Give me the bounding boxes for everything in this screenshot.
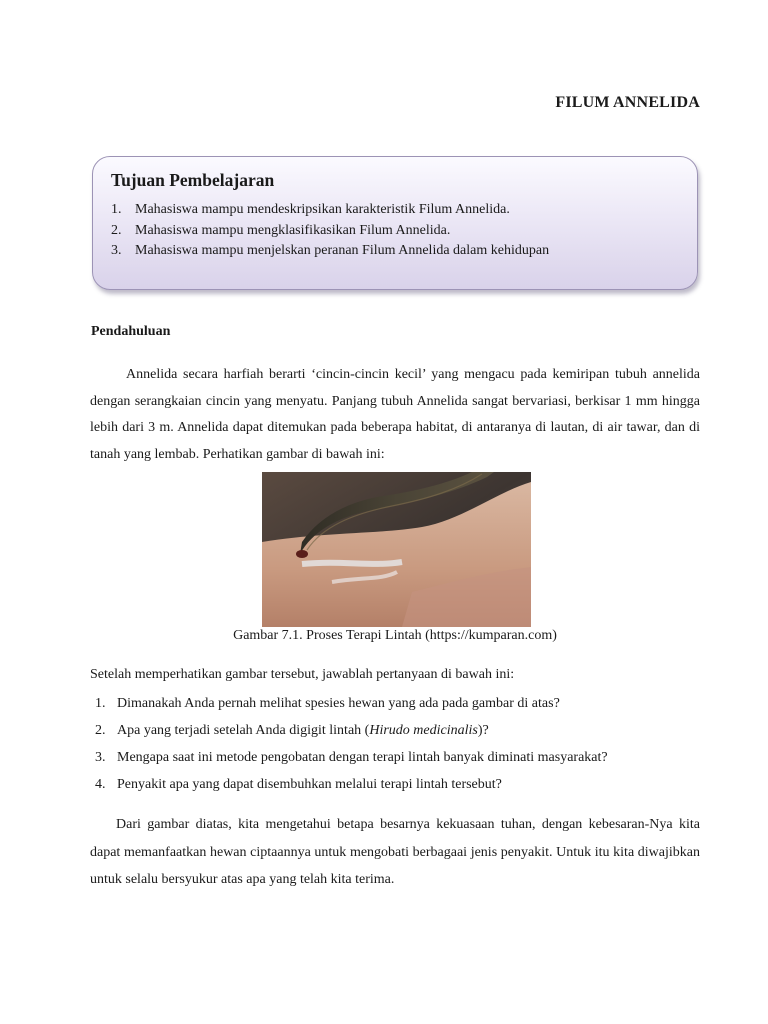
objective-number: 3. [111, 243, 122, 258]
question-text: Dimanakah Anda pernah melihat spesies hewan yang ada pada gambar di atas? [117, 696, 560, 711]
closing-paragraph: Dari gambar diatas, kita mengetahui betapa besarnya kekuasaan tuhan, dengan kebesaran-Nya kita dapat memanfaatkan hewan ciptaannya untuk mengobati berbagaai jenis penyakit. Untuk itu kita diwajibkan untuk selalu bersyukur atas apa yang telah kita terima. [90, 817, 700, 887]
section-heading-introduction: Pendahuluan [91, 324, 171, 339]
objective-text: Mahasiswa mampu menjelskan peranan Filum Annelida dalam kehidupan [135, 243, 550, 258]
objective-item [111, 200, 679, 221]
question-text: Mengapa saat ini metode pengobatan dengan terapi lintah banyak diminati masyarakat? [117, 750, 608, 765]
objective-number: 2. [111, 222, 122, 238]
question-item [90, 717, 700, 744]
objective-text: Mahasiswa mampu mengklasifikasikan Filum Annelida. [135, 222, 451, 238]
question-item [90, 690, 700, 717]
learning-objectives-box [92, 156, 698, 290]
question-number: 2. [95, 723, 106, 738]
intro-paragraph: Annelida secara harfiah berarti ‘cincin-cincin kecil’ yang mengacu pada kemiripan tubuh annelida dengan serangkaian cincin yang menyatu. Panjang tubuh Annelida sangat bervariasi, berkisar 1 mm hingga lebih dari 3 m. Annelida dapat ditemukan pada beberapa habitat, di antaranya di lautan, di air tawar, dan di tanah yang lembab. Perhatikan gambar di bawah ini: [90, 367, 700, 462]
question-item [90, 771, 700, 798]
question-text-before: Apa yang terjadi setelah Anda digigit lintah ( [117, 723, 370, 738]
figure-caption: Gambar 7.1. Proses Terapi Lintah (https://kumparan.com) [233, 628, 557, 643]
question-item [90, 744, 700, 771]
questions-intro: Setelah memperhatikan gambar tersebut, jawablah pertanyaan di bawah ini: [90, 667, 515, 682]
question-text: Penyakit apa yang dapat disembuhkan melalui terapi lintah tersebut? [117, 777, 502, 792]
questions-list [90, 690, 700, 798]
question-number: 3. [95, 750, 106, 765]
objective-item [111, 221, 679, 242]
objective-text: Mahasiswa mampu mendeskripsikan karakteristik Filum Annelida. [135, 202, 510, 217]
objective-number: 1. [111, 202, 122, 217]
question-text [117, 717, 489, 744]
question-number: 1. [95, 696, 106, 711]
species-name: Hirudo medicinalis [369, 723, 478, 738]
objectives-title: Tujuan Pembelajaran [111, 170, 275, 190]
question-number: 4. [95, 777, 106, 792]
objective-item [111, 241, 679, 262]
question-text-after: )? [477, 723, 489, 738]
leech-therapy-photo [262, 472, 531, 627]
page-title: FILUM ANNELIDA [555, 94, 700, 111]
objectives-list [111, 200, 679, 262]
